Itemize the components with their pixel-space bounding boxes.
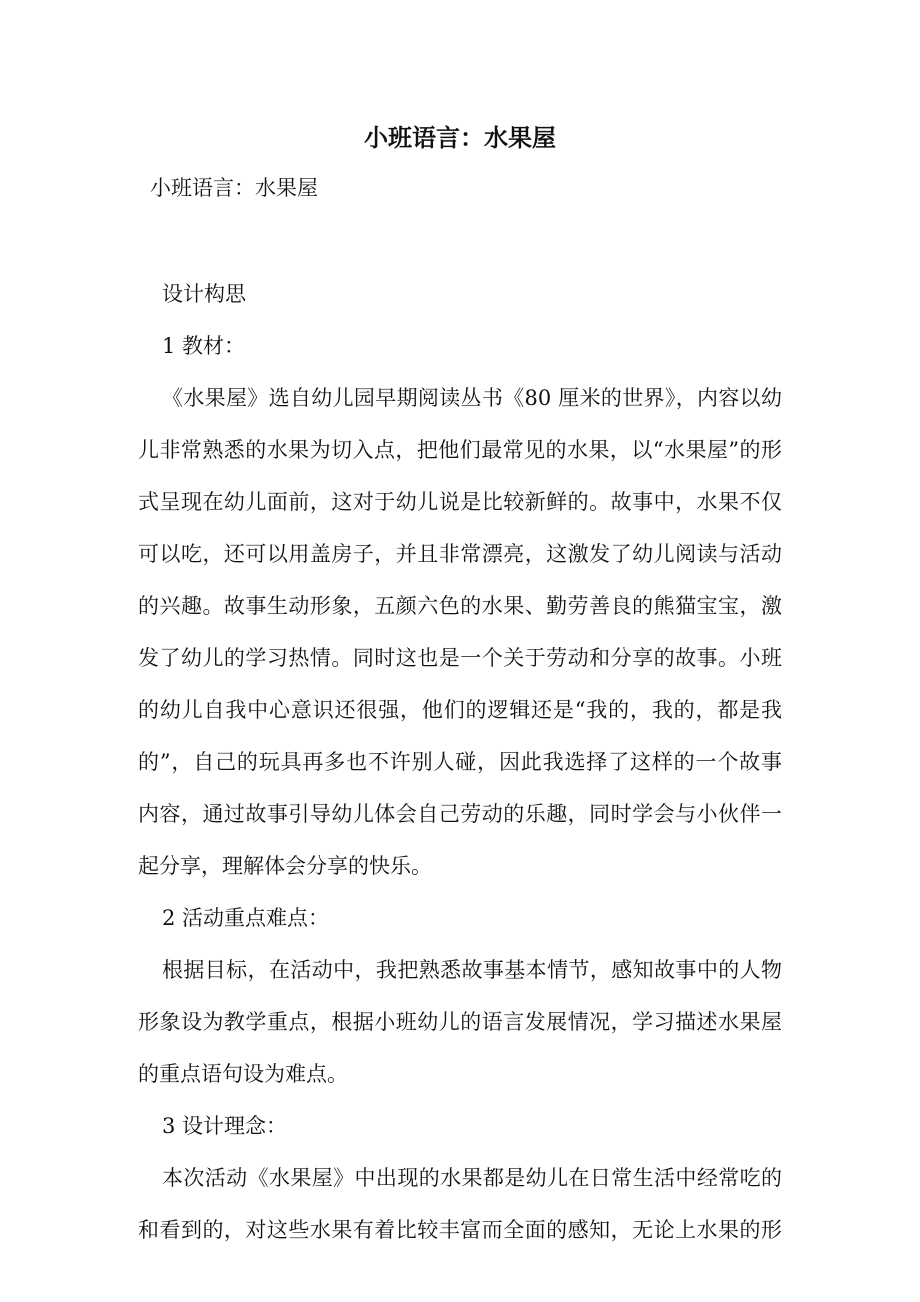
paragraph-line: 儿非常熟悉的水果为切入点，把他们最常见的水果，以“水果屋”的形 <box>138 438 782 462</box>
paragraph-line: 本次活动《水果屋》中出现的水果都是幼儿在日常生活中经常吃的 <box>162 1166 782 1190</box>
item-heading-design-concept: 3 设计理念： <box>162 1114 288 1138</box>
paragraph-line: 和看到的，对这些水果有着比较丰富而全面的感知，无论上水果的形 <box>138 1218 782 1242</box>
paragraph-line: 形象设为教学重点，根据小班幼儿的语言发展情况，学习描述水果屋 <box>138 1010 782 1034</box>
paragraph-line: 的重点语句设为难点。 <box>138 1062 348 1086</box>
item-heading-key-points: 2 活动重点难点： <box>162 906 330 930</box>
paragraph-line: 《水果屋》选自幼儿园早期阅读丛书《80 厘米的世界》，内容以幼 <box>162 386 782 410</box>
document-body <box>138 268 782 1256</box>
paragraph-line: 起分享，理解体会分享的快乐。 <box>138 854 432 878</box>
paragraph-line: 的兴趣。故事生动形象，五颜六色的水果、勤劳善良的熊猫宝宝，激 <box>138 594 782 618</box>
paragraph-line: 可以吃，还可以用盖房子，并且非常漂亮，这激发了幼儿阅读与活动 <box>138 542 782 566</box>
item-heading-materials: 1 教材： <box>162 334 246 358</box>
paragraph-line: 式呈现在幼儿面前，这对于幼儿说是比较新鲜的。故事中，水果不仅 <box>138 490 782 514</box>
document-title: 小班语言：水果屋 <box>364 123 556 152</box>
document-subtitle: 小班语言：水果屋 <box>150 176 318 200</box>
section-heading: 设计构思 <box>162 282 246 306</box>
paragraph-line: 根据目标，在活动中，我把熟悉故事基本情节，感知故事中的人物 <box>162 958 782 982</box>
paragraph-line: 的”，自己的玩具再多也不许别人碰，因此我选择了这样的一个故事 <box>138 750 782 774</box>
paragraph-line: 发了幼儿的学习热情。同时这也是一个关于劳动和分享的故事。小班 <box>138 646 782 670</box>
paragraph-line: 内容，通过故事引导幼儿体会自己劳动的乐趣，同时学会与小伙伴一 <box>138 802 782 826</box>
paragraph-line: 的幼儿自我中心意识还很强，他们的逻辑还是“我的，我的，都是我 <box>138 698 782 722</box>
